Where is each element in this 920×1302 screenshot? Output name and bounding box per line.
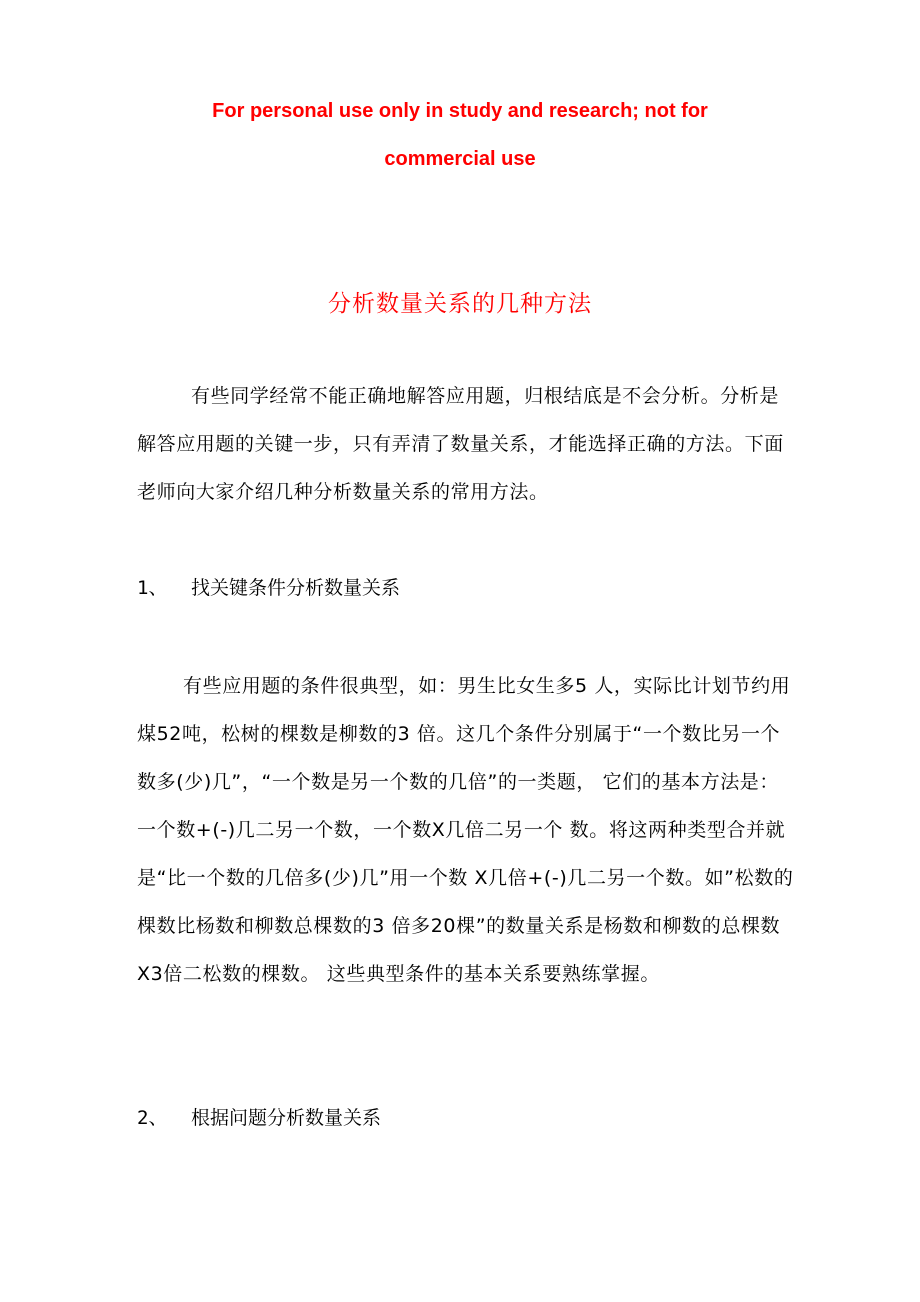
notice-line-1: For personal use only in study and research; not for: [212, 100, 708, 122]
section-1-number: 1、: [137, 577, 168, 599]
section-2-number: 2、: [137, 1107, 168, 1129]
section-1-body: 有些应用题的条件很典型，如：男生比女生多5 人，实际比计划节约用煤52吨，松树的棵数是柳数的3 倍。这几个条件分别属于“一个数比另一个数多(少)几”，“一个数是另一个数的几倍”的一类题， 它们的基本方法是：一个数+(-)几二另一个数，一个数X几倍二另一个 数。将这两种类型合并就是“比一个数的几倍多(少)几”用一个数 X几倍+(-)几二另一个数。如”松数的棵数比杨数和柳数总棵数的3 倍多20棵”的数量关系是杨数和柳数的总棵数X3倍二松数的棵数。 这些典型条件的基本关系要熟练掌握。: [137, 675, 794, 985]
document-title: 分析数量关系的几种方法: [328, 291, 592, 317]
section-2-heading: [137, 1104, 381, 1132]
section-2-title: 根据问题分析数量关系: [191, 1107, 382, 1129]
notice-line-2: commercial use: [384, 148, 536, 170]
intro-paragraph: 有些同学经常不能正确地解答应用题，归根结底是不会分析。分析是解答应用题的关键一步，只有弄清了数量关系，才能选择正确的方法。下面老师向大家介绍几种分析数量关系的常用方法。: [137, 385, 784, 503]
section-1-title: 找关键条件分析数量关系: [191, 577, 401, 599]
section-1-heading: [137, 574, 400, 602]
